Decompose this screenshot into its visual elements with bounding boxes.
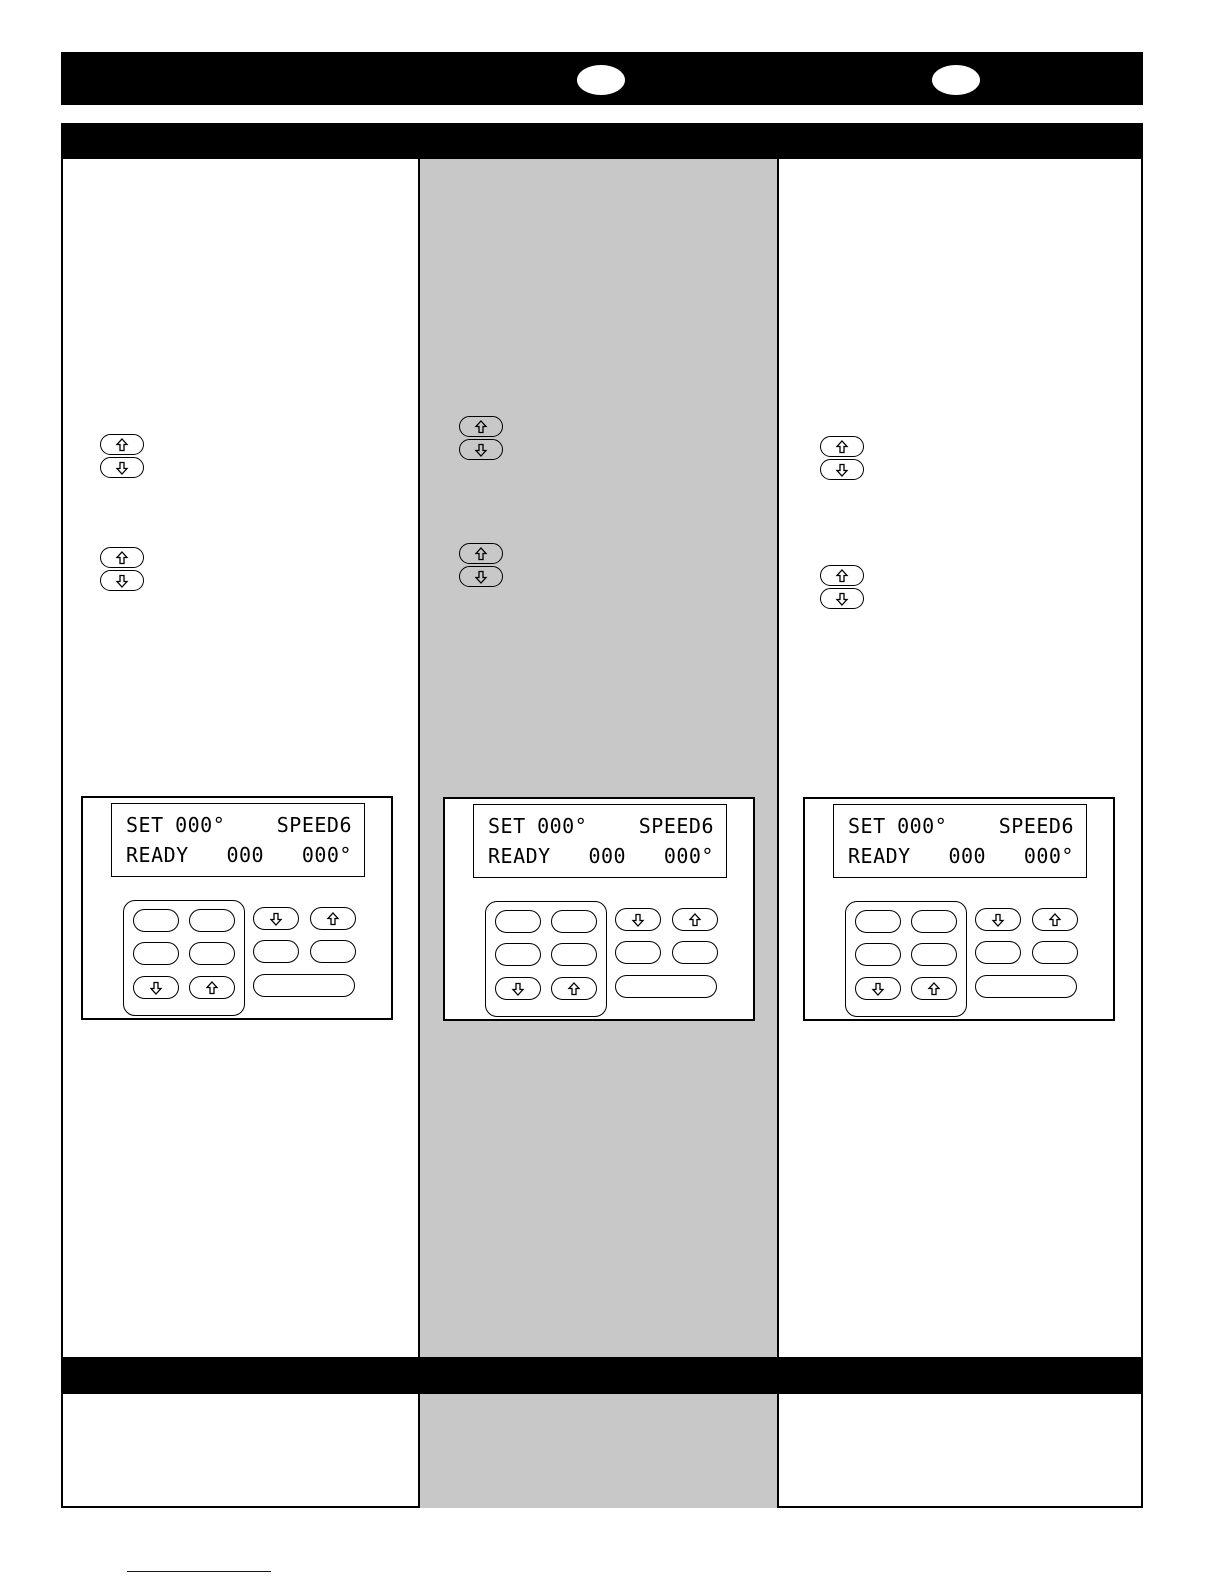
lcd-angle: 000° bbox=[1023, 844, 1074, 868]
lcd-set-label: SET bbox=[848, 814, 886, 838]
keypad-down-button[interactable] bbox=[855, 977, 901, 1000]
down-arrow-icon bbox=[511, 982, 525, 996]
lcd-count: 000 bbox=[226, 843, 265, 867]
lcd-display bbox=[473, 804, 727, 878]
keypad-up-button[interactable] bbox=[189, 976, 235, 999]
up-arrow-icon bbox=[835, 569, 849, 583]
keypad-wide-button[interactable] bbox=[253, 974, 355, 997]
keypad-button[interactable] bbox=[133, 909, 179, 932]
down-arrow-key[interactable] bbox=[100, 570, 144, 591]
keypad-up-button[interactable] bbox=[551, 977, 597, 1000]
lcd-line-2 bbox=[126, 842, 352, 868]
down-arrow-icon bbox=[871, 982, 885, 996]
header-badge-left bbox=[577, 65, 625, 95]
keypad-down-button[interactable] bbox=[253, 907, 299, 930]
up-arrow-icon bbox=[474, 420, 488, 434]
lcd-status: READY bbox=[488, 844, 551, 868]
up-arrow-icon bbox=[688, 913, 702, 927]
keypad-button[interactable] bbox=[495, 943, 541, 966]
lcd-line-1 bbox=[488, 813, 714, 839]
lcd-line-1 bbox=[848, 813, 1074, 839]
keypad-button[interactable] bbox=[672, 941, 718, 964]
up-arrow-icon bbox=[1048, 913, 1062, 927]
down-arrow-icon bbox=[269, 912, 283, 926]
lcd-speed: SPEED6 bbox=[638, 814, 714, 838]
keypad-button[interactable] bbox=[911, 910, 957, 933]
header-band bbox=[61, 52, 1143, 105]
keypad-button[interactable] bbox=[1032, 941, 1078, 964]
lcd-line-2 bbox=[488, 843, 714, 869]
keypad-button[interactable] bbox=[975, 941, 1021, 964]
lcd-line-1 bbox=[126, 812, 352, 838]
keypad-button[interactable] bbox=[855, 943, 901, 966]
keypad-wide-button[interactable] bbox=[615, 975, 717, 998]
keypad-button[interactable] bbox=[253, 940, 299, 963]
keypad-up-button[interactable] bbox=[672, 908, 718, 931]
up-arrow-icon bbox=[115, 551, 129, 565]
lcd-count: 000 bbox=[948, 844, 987, 868]
lcd-set-label: SET bbox=[488, 814, 526, 838]
keypad-button[interactable] bbox=[189, 942, 235, 965]
up-arrow-key[interactable] bbox=[820, 436, 864, 457]
down-arrow-icon bbox=[835, 463, 849, 477]
up-arrow-key[interactable] bbox=[820, 565, 864, 586]
lcd-display bbox=[111, 803, 365, 877]
down-arrow-icon bbox=[115, 574, 129, 588]
up-arrow-icon bbox=[835, 440, 849, 454]
lcd-speed: SPEED6 bbox=[276, 813, 352, 837]
up-arrow-icon bbox=[326, 912, 340, 926]
section-header-bar bbox=[61, 123, 1143, 159]
lcd-set-value: 000° bbox=[175, 813, 226, 837]
keypad-button[interactable] bbox=[855, 910, 901, 933]
up-arrow-icon bbox=[567, 982, 581, 996]
lcd-angle: 000° bbox=[663, 844, 714, 868]
keypad-button[interactable] bbox=[911, 943, 957, 966]
lcd-angle: 000° bbox=[301, 843, 352, 867]
down-arrow-icon bbox=[149, 981, 163, 995]
keypad-button[interactable] bbox=[615, 941, 661, 964]
keypad-button[interactable] bbox=[495, 910, 541, 933]
lcd-set-label: SET bbox=[126, 813, 164, 837]
up-arrow-key[interactable] bbox=[459, 416, 503, 437]
keypad-up-button[interactable] bbox=[310, 907, 356, 930]
up-arrow-icon bbox=[205, 981, 219, 995]
column-divider-1 bbox=[418, 123, 420, 1508]
keypad-button[interactable] bbox=[189, 909, 235, 932]
lcd-speed: SPEED6 bbox=[998, 814, 1074, 838]
control-panel bbox=[81, 796, 393, 1020]
down-arrow-key[interactable] bbox=[459, 566, 503, 587]
keypad-wide-button[interactable] bbox=[975, 975, 1077, 998]
down-arrow-icon bbox=[835, 592, 849, 606]
keypad-down-button[interactable] bbox=[133, 976, 179, 999]
lcd-status: READY bbox=[848, 844, 911, 868]
lcd-count: 000 bbox=[588, 844, 627, 868]
up-arrow-key[interactable] bbox=[100, 547, 144, 568]
column-divider-2 bbox=[777, 123, 779, 1508]
lcd-line-2 bbox=[848, 843, 1074, 869]
lcd-set-value: 000° bbox=[897, 814, 948, 838]
down-arrow-key[interactable] bbox=[459, 439, 503, 460]
up-arrow-key[interactable] bbox=[459, 543, 503, 564]
keypad-down-button[interactable] bbox=[495, 977, 541, 1000]
keypad-down-button[interactable] bbox=[615, 908, 661, 931]
down-arrow-key[interactable] bbox=[820, 459, 864, 480]
down-arrow-icon bbox=[631, 913, 645, 927]
keypad-down-button[interactable] bbox=[975, 908, 1021, 931]
down-arrow-icon bbox=[474, 570, 488, 584]
up-arrow-icon bbox=[927, 982, 941, 996]
down-arrow-key[interactable] bbox=[820, 588, 864, 609]
down-arrow-key[interactable] bbox=[100, 457, 144, 478]
header-badge-right bbox=[932, 65, 980, 95]
up-arrow-icon bbox=[474, 547, 488, 561]
lcd-display bbox=[833, 804, 1087, 878]
keypad-button[interactable] bbox=[551, 943, 597, 966]
control-panel bbox=[443, 797, 755, 1021]
footer-link-rule bbox=[127, 1571, 271, 1572]
keypad-button[interactable] bbox=[551, 910, 597, 933]
keypad-button[interactable] bbox=[133, 942, 179, 965]
down-arrow-icon bbox=[991, 913, 1005, 927]
down-arrow-icon bbox=[474, 443, 488, 457]
up-arrow-icon bbox=[115, 438, 129, 452]
lcd-set-value: 000° bbox=[537, 814, 588, 838]
lower-section-bar bbox=[61, 1357, 1143, 1394]
keypad-up-button[interactable] bbox=[1032, 908, 1078, 931]
down-arrow-icon bbox=[115, 461, 129, 475]
up-arrow-key[interactable] bbox=[100, 434, 144, 455]
control-panel bbox=[803, 797, 1115, 1021]
keypad-up-button[interactable] bbox=[911, 977, 957, 1000]
lcd-status: READY bbox=[126, 843, 189, 867]
keypad-button[interactable] bbox=[310, 940, 356, 963]
